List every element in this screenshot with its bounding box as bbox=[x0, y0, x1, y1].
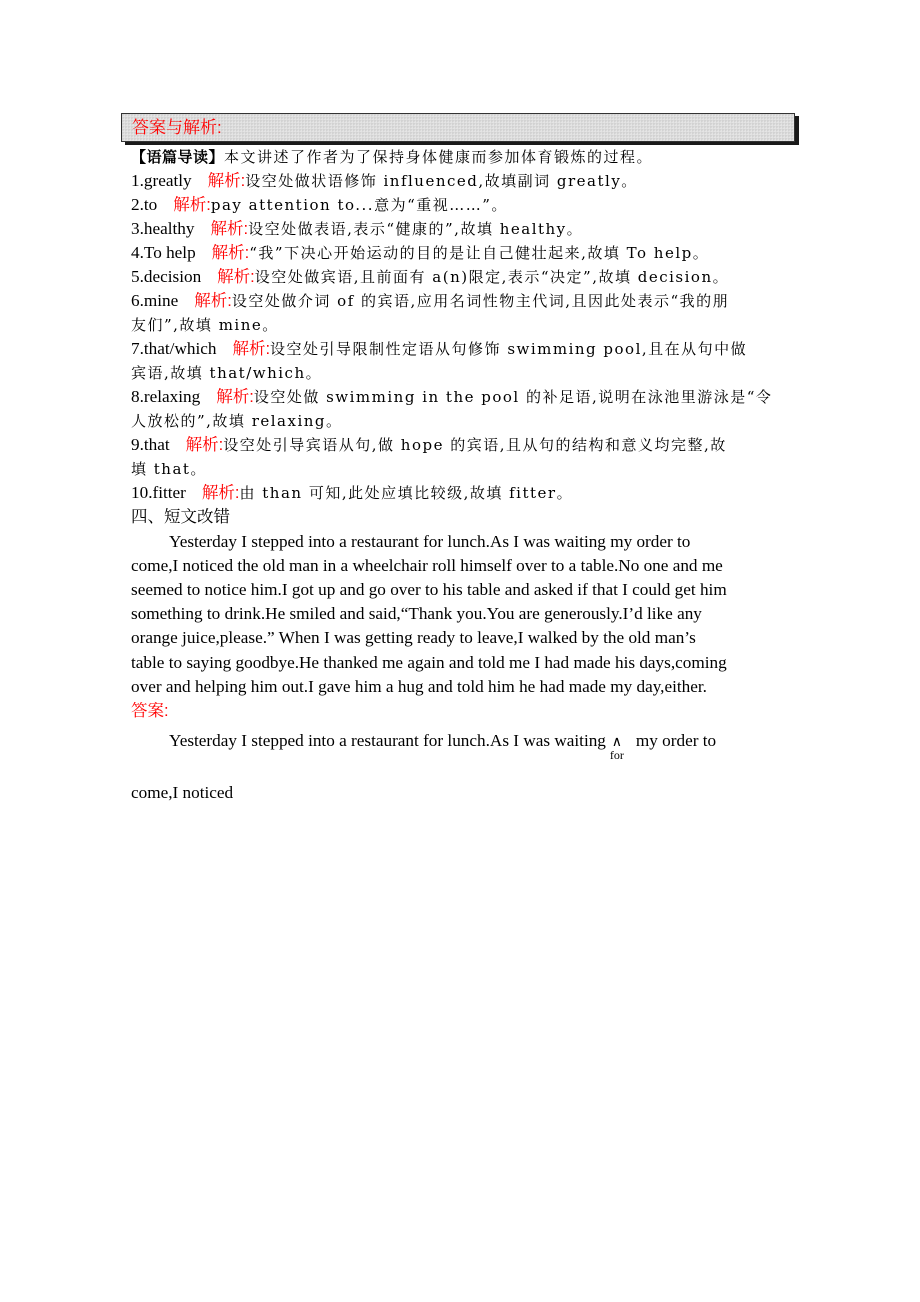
answer-label-line bbox=[131, 700, 169, 722]
analysis-text: 设空处做表语,表示“健康的”,故填 healthy。 bbox=[248, 220, 584, 238]
answer-item-7 bbox=[131, 338, 747, 360]
analysis-text: 设空处引导宾语从句,做 hope 的宾语,且从句的结构和意义均完整,故 bbox=[223, 436, 727, 454]
analysis-label: 解析: bbox=[173, 196, 211, 214]
analysis-text: “我”下决心开始运动的目的是让自己健壮起来,故填 To help。 bbox=[249, 244, 710, 262]
analysis-label: 解析: bbox=[211, 244, 250, 262]
answer-item-7-continued bbox=[131, 362, 322, 384]
answer-item-9 bbox=[131, 434, 727, 456]
passage-line-5: orange juice,please.” When I was getting ready to leave,I walked by the old man’s bbox=[131, 628, 696, 647]
section-heading bbox=[131, 506, 230, 528]
analysis-text: 设空处引导限制性定语从句修饰 swimming pool,且在从句中做 bbox=[270, 340, 748, 358]
analysis-label: 解析: bbox=[217, 268, 255, 286]
passage-line-1: Yesterday I stepped into a restaurant for lunch.As I was waiting my order to bbox=[169, 532, 691, 551]
corrected-text-after: my order to bbox=[635, 731, 717, 750]
answer-item-8-continued bbox=[131, 410, 343, 432]
analysis-label: 解析: bbox=[210, 220, 249, 238]
analysis-text: 设空处做宾语,且前面有 a(n)限定,表示“决定”,故填 decision。 bbox=[254, 268, 730, 286]
answer-label: 答案: bbox=[131, 702, 169, 720]
analysis-label: 解析: bbox=[194, 292, 232, 310]
passage-line-3: seemed to notice him.I got up and go over to his table and asked if that I could get him bbox=[131, 580, 727, 599]
answer-number: 3.healthy bbox=[131, 219, 195, 238]
corrected-line-2: come,I noticed bbox=[131, 783, 234, 802]
analysis-text: 人放松的”,故填 relaxing。 bbox=[131, 412, 343, 430]
answer-item-6 bbox=[131, 290, 729, 312]
answer-number: 4.To help bbox=[131, 243, 196, 262]
section-heading-text: 四、短文改错 bbox=[131, 507, 230, 526]
answer-number: 7.that/which bbox=[131, 339, 217, 358]
intro-text: 本文讲述了作者为了保持身体健康而参加体育锻炼的过程。 bbox=[224, 148, 654, 166]
analysis-text: 设空处做介词 of 的宾语,应用名词性物主代词,且因此处表示“我的朋 bbox=[231, 292, 730, 310]
answer-number: 10.fitter bbox=[131, 483, 186, 502]
answer-item-5 bbox=[131, 266, 729, 288]
answer-number: 1.greatly bbox=[131, 171, 192, 190]
inserted-word: for bbox=[609, 748, 624, 762]
analysis-text: 设空处做 swimming in the pool 的补足语,说明在泳池里游泳是“令 bbox=[253, 388, 773, 406]
answer-item-6-continued bbox=[131, 314, 279, 336]
answer-number: 9.that bbox=[131, 435, 170, 454]
analysis-text: 填 that。 bbox=[131, 460, 207, 478]
analysis-text: 设空处做状语修饰 influenced,故填副词 greatly。 bbox=[245, 172, 638, 190]
analysis-label: 解析: bbox=[232, 340, 271, 358]
analysis-text: 由 than 可知,此处应填比较级,故填 fitter。 bbox=[239, 484, 574, 502]
answer-item-8 bbox=[131, 386, 772, 408]
answer-item-3 bbox=[131, 218, 583, 240]
analysis-text: pay attention to...意为“重视……”。 bbox=[210, 196, 508, 214]
caret-insert-icon: ∧ bbox=[611, 734, 623, 750]
intro-line bbox=[131, 146, 653, 168]
analysis-text: 宾语,故填 that/which。 bbox=[131, 364, 323, 382]
passage-line-2: come,I noticed the old man in a wheelchair roll himself over to a table.No one and me bbox=[131, 556, 723, 575]
passage-line-6: table to saying goodbye.He thanked me again and told me I had made his days,coming bbox=[131, 653, 727, 672]
answer-item-10 bbox=[131, 482, 573, 504]
answer-number: 5.decision bbox=[131, 267, 202, 286]
analysis-label: 解析: bbox=[185, 436, 224, 454]
answer-number: 2.to bbox=[131, 195, 158, 214]
answer-item-2 bbox=[131, 194, 508, 216]
answer-number: 8.relaxing bbox=[131, 387, 201, 406]
answer-item-1 bbox=[131, 170, 638, 192]
corrected-text-before: Yesterday I stepped into a restaurant for lunch.As I was waiting bbox=[169, 731, 606, 750]
analysis-label: 解析: bbox=[201, 484, 240, 502]
answer-item-4 bbox=[131, 242, 709, 264]
analysis-label: 解析: bbox=[207, 172, 246, 190]
answer-number: 6.mine bbox=[131, 291, 179, 310]
header-title: 答案与解析: bbox=[132, 118, 222, 137]
intro-label: 【语篇导读】 bbox=[131, 148, 225, 166]
answer-analysis-header bbox=[121, 113, 795, 142]
insertion-mark bbox=[608, 730, 626, 762]
corrected-line-1 bbox=[169, 730, 717, 762]
answer-item-9-continued bbox=[131, 458, 207, 480]
analysis-text: 友们”,故填 mine。 bbox=[131, 316, 279, 334]
analysis-label: 解析: bbox=[216, 388, 254, 406]
passage-line-7: over and helping him out.I gave him a hug and told him he had made my day,either. bbox=[131, 677, 707, 696]
passage-line-4: something to drink.He smiled and said,“Thank you.You are generously.I’d like any bbox=[131, 604, 702, 623]
